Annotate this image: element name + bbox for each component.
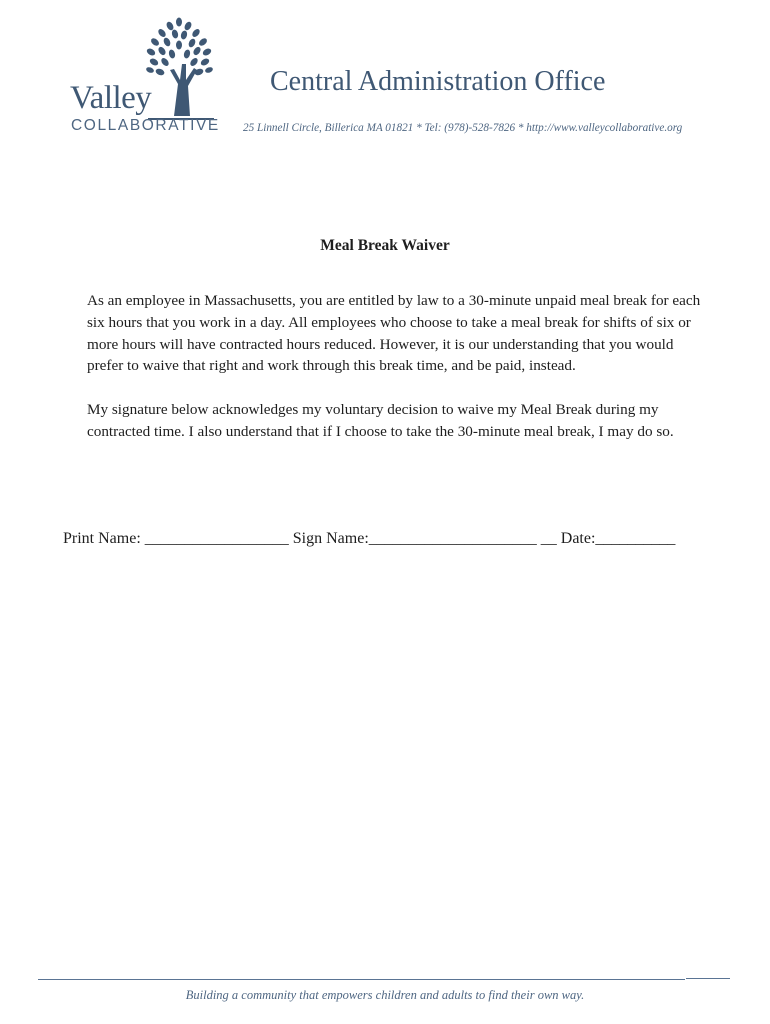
logo-subtitle: COLLABORATIVE (71, 117, 220, 134)
signature-row (63, 530, 675, 548)
sign-name-blank[interactable]: _____________________ (368, 530, 537, 547)
sign-name-tail: __ (540, 530, 557, 547)
footer-tagline: Building a community that empowers children and adults to find their own way. (185, 988, 585, 1002)
office-title: Central Administration Office (270, 66, 606, 97)
office-address: 25 Linnell Circle, Billerica MA 01821 * Tel: (978)-528-7826 * http://www.valleycollaborative.org (243, 122, 683, 134)
sign-name-label: Sign Name: (292, 530, 369, 547)
paragraph-acknowledgement: My signature below acknowledges my voluntary decision to waive my Meal Break during my contracted time. I also understand that if I choose to take the 30-minute meal break, I may do so. (87, 401, 674, 440)
footer-divider-end (686, 978, 730, 979)
print-name-label: Print Name: (63, 530, 141, 547)
date-blank[interactable]: __________ (595, 530, 676, 547)
valley-collaborative-logo (66, 14, 218, 134)
paragraph-entitlement: As an employee in Massachusetts, you are entitled by law to a 30-minute unpaid meal break for each six hours that you work in a day. All employees who choose to take a meal break for shifts of six or more hours will have contracted hours reduced. However, it is our understanding that you would prefer to waive that right and work through this break time, and be paid, instead. (87, 292, 701, 375)
document-title: Meal Break Waiver (320, 237, 450, 254)
print-name-blank[interactable]: __________________ (144, 530, 289, 547)
footer-divider (38, 979, 685, 980)
date-label: Date: (560, 530, 596, 547)
logo-wordmark: Valley (70, 80, 152, 116)
